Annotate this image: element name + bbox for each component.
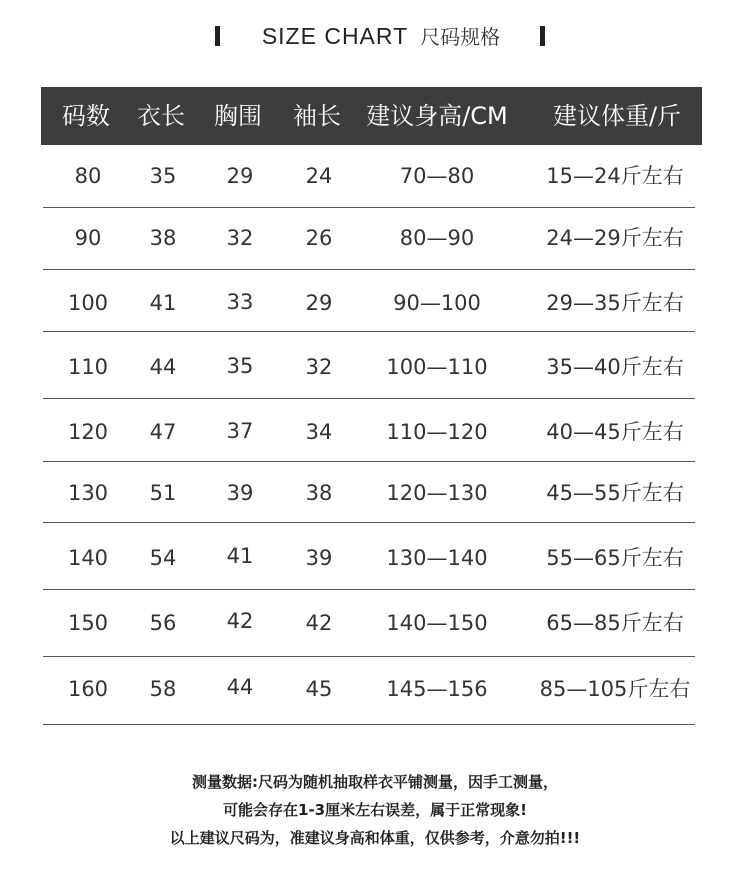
table-row [43, 332, 695, 399]
cell-chest: 44 [226, 675, 254, 699]
cell-weight: 35—40斤左右 [546, 355, 684, 379]
table-row [43, 145, 695, 208]
cell-weight: 40—45斤左右 [546, 420, 684, 444]
header-height: 建议身高/CM [366, 102, 508, 130]
cell-sleeve: 24 [305, 164, 333, 188]
cell-height: 140—150 [386, 611, 488, 635]
cell-size: 130 [67, 481, 109, 505]
table-row [43, 590, 695, 657]
cell-chest: 42 [226, 609, 254, 633]
table-row [43, 523, 695, 590]
cell-length: 56 [149, 611, 177, 635]
header-size: 码数 [62, 102, 110, 130]
cell-chest: 29 [226, 164, 254, 188]
cell-size: 80 [74, 164, 102, 188]
cell-weight: 24—29斤左右 [546, 226, 684, 250]
cell-length: 58 [149, 677, 177, 701]
cell-size: 90 [74, 226, 102, 250]
cell-sleeve: 34 [305, 420, 333, 444]
cell-chest: 32 [226, 226, 254, 250]
cell-height: 110—120 [386, 420, 488, 444]
size-chart-table [41, 87, 702, 701]
cell-size: 120 [67, 420, 109, 444]
note-line-3: 以上建议尺码为，准建议身高和体重，仅供参考，介意勿拍!!! [169, 829, 581, 847]
cell-sleeve: 45 [305, 677, 333, 701]
cell-weight: 65—85斤左右 [546, 611, 684, 635]
cell-length: 47 [149, 420, 177, 444]
cell-length: 44 [149, 355, 177, 379]
cell-chest: 37 [226, 419, 254, 443]
cell-size: 160 [67, 677, 109, 701]
title-row [0, 20, 750, 52]
cell-chest: 41 [226, 544, 254, 568]
title-bar-left [215, 26, 220, 46]
cell-size: 140 [67, 546, 109, 570]
cell-height: 70—80 [399, 164, 475, 188]
cell-chest: 39 [226, 481, 254, 505]
cell-sleeve: 29 [305, 291, 333, 315]
cell-sleeve: 32 [305, 355, 333, 379]
cell-height: 145—156 [386, 677, 488, 701]
cell-length: 54 [149, 546, 177, 570]
table-row [43, 208, 695, 270]
cell-length: 41 [149, 291, 177, 315]
table-row [43, 399, 695, 462]
table-row [43, 657, 695, 725]
cell-weight: 85—105斤左右 [539, 677, 691, 701]
cell-height: 90—100 [393, 291, 481, 315]
page-title [222, 20, 540, 54]
table-row [43, 270, 695, 332]
cell-height: 100—110 [386, 355, 488, 379]
note-line-1: 测量数据:尺码为随机抽取样衣平铺测量，因手工测量， [191, 773, 558, 791]
header-chest: 胸围 [214, 102, 262, 130]
table-header [41, 87, 702, 145]
cell-chest: 33 [226, 290, 254, 314]
title-english: SIZE CHART [261, 23, 409, 49]
cell-weight: 15—24斤左右 [546, 164, 684, 188]
cell-sleeve: 42 [305, 611, 333, 635]
title-bar-right [540, 26, 545, 46]
cell-weight: 45—55斤左右 [546, 481, 684, 505]
cell-weight: 29—35斤左右 [546, 291, 684, 315]
cell-length: 38 [149, 226, 177, 250]
cell-height: 130—140 [386, 546, 488, 570]
cell-size: 150 [67, 611, 109, 635]
table-row [43, 462, 695, 523]
header-sleeve: 袖长 [293, 102, 341, 130]
cell-weight: 55—65斤左右 [546, 546, 684, 570]
cell-size: 110 [67, 355, 109, 379]
cell-size: 100 [67, 291, 109, 315]
cell-sleeve: 26 [305, 226, 333, 250]
cell-height: 120—130 [386, 481, 488, 505]
cell-chest: 35 [226, 354, 254, 378]
title-chinese: 尺码规格 [420, 25, 501, 49]
cell-sleeve: 38 [305, 481, 333, 505]
header-length: 衣长 [137, 102, 185, 130]
note-line-2: 可能会存在1-3厘米左右误差，属于正常现象! [223, 801, 527, 819]
cell-length: 51 [149, 481, 177, 505]
cell-length: 35 [149, 164, 177, 188]
cell-height: 80—90 [399, 226, 475, 250]
cell-sleeve: 39 [305, 546, 333, 570]
measurement-notes [0, 768, 750, 852]
header-weight: 建议体重/斤 [552, 102, 682, 130]
